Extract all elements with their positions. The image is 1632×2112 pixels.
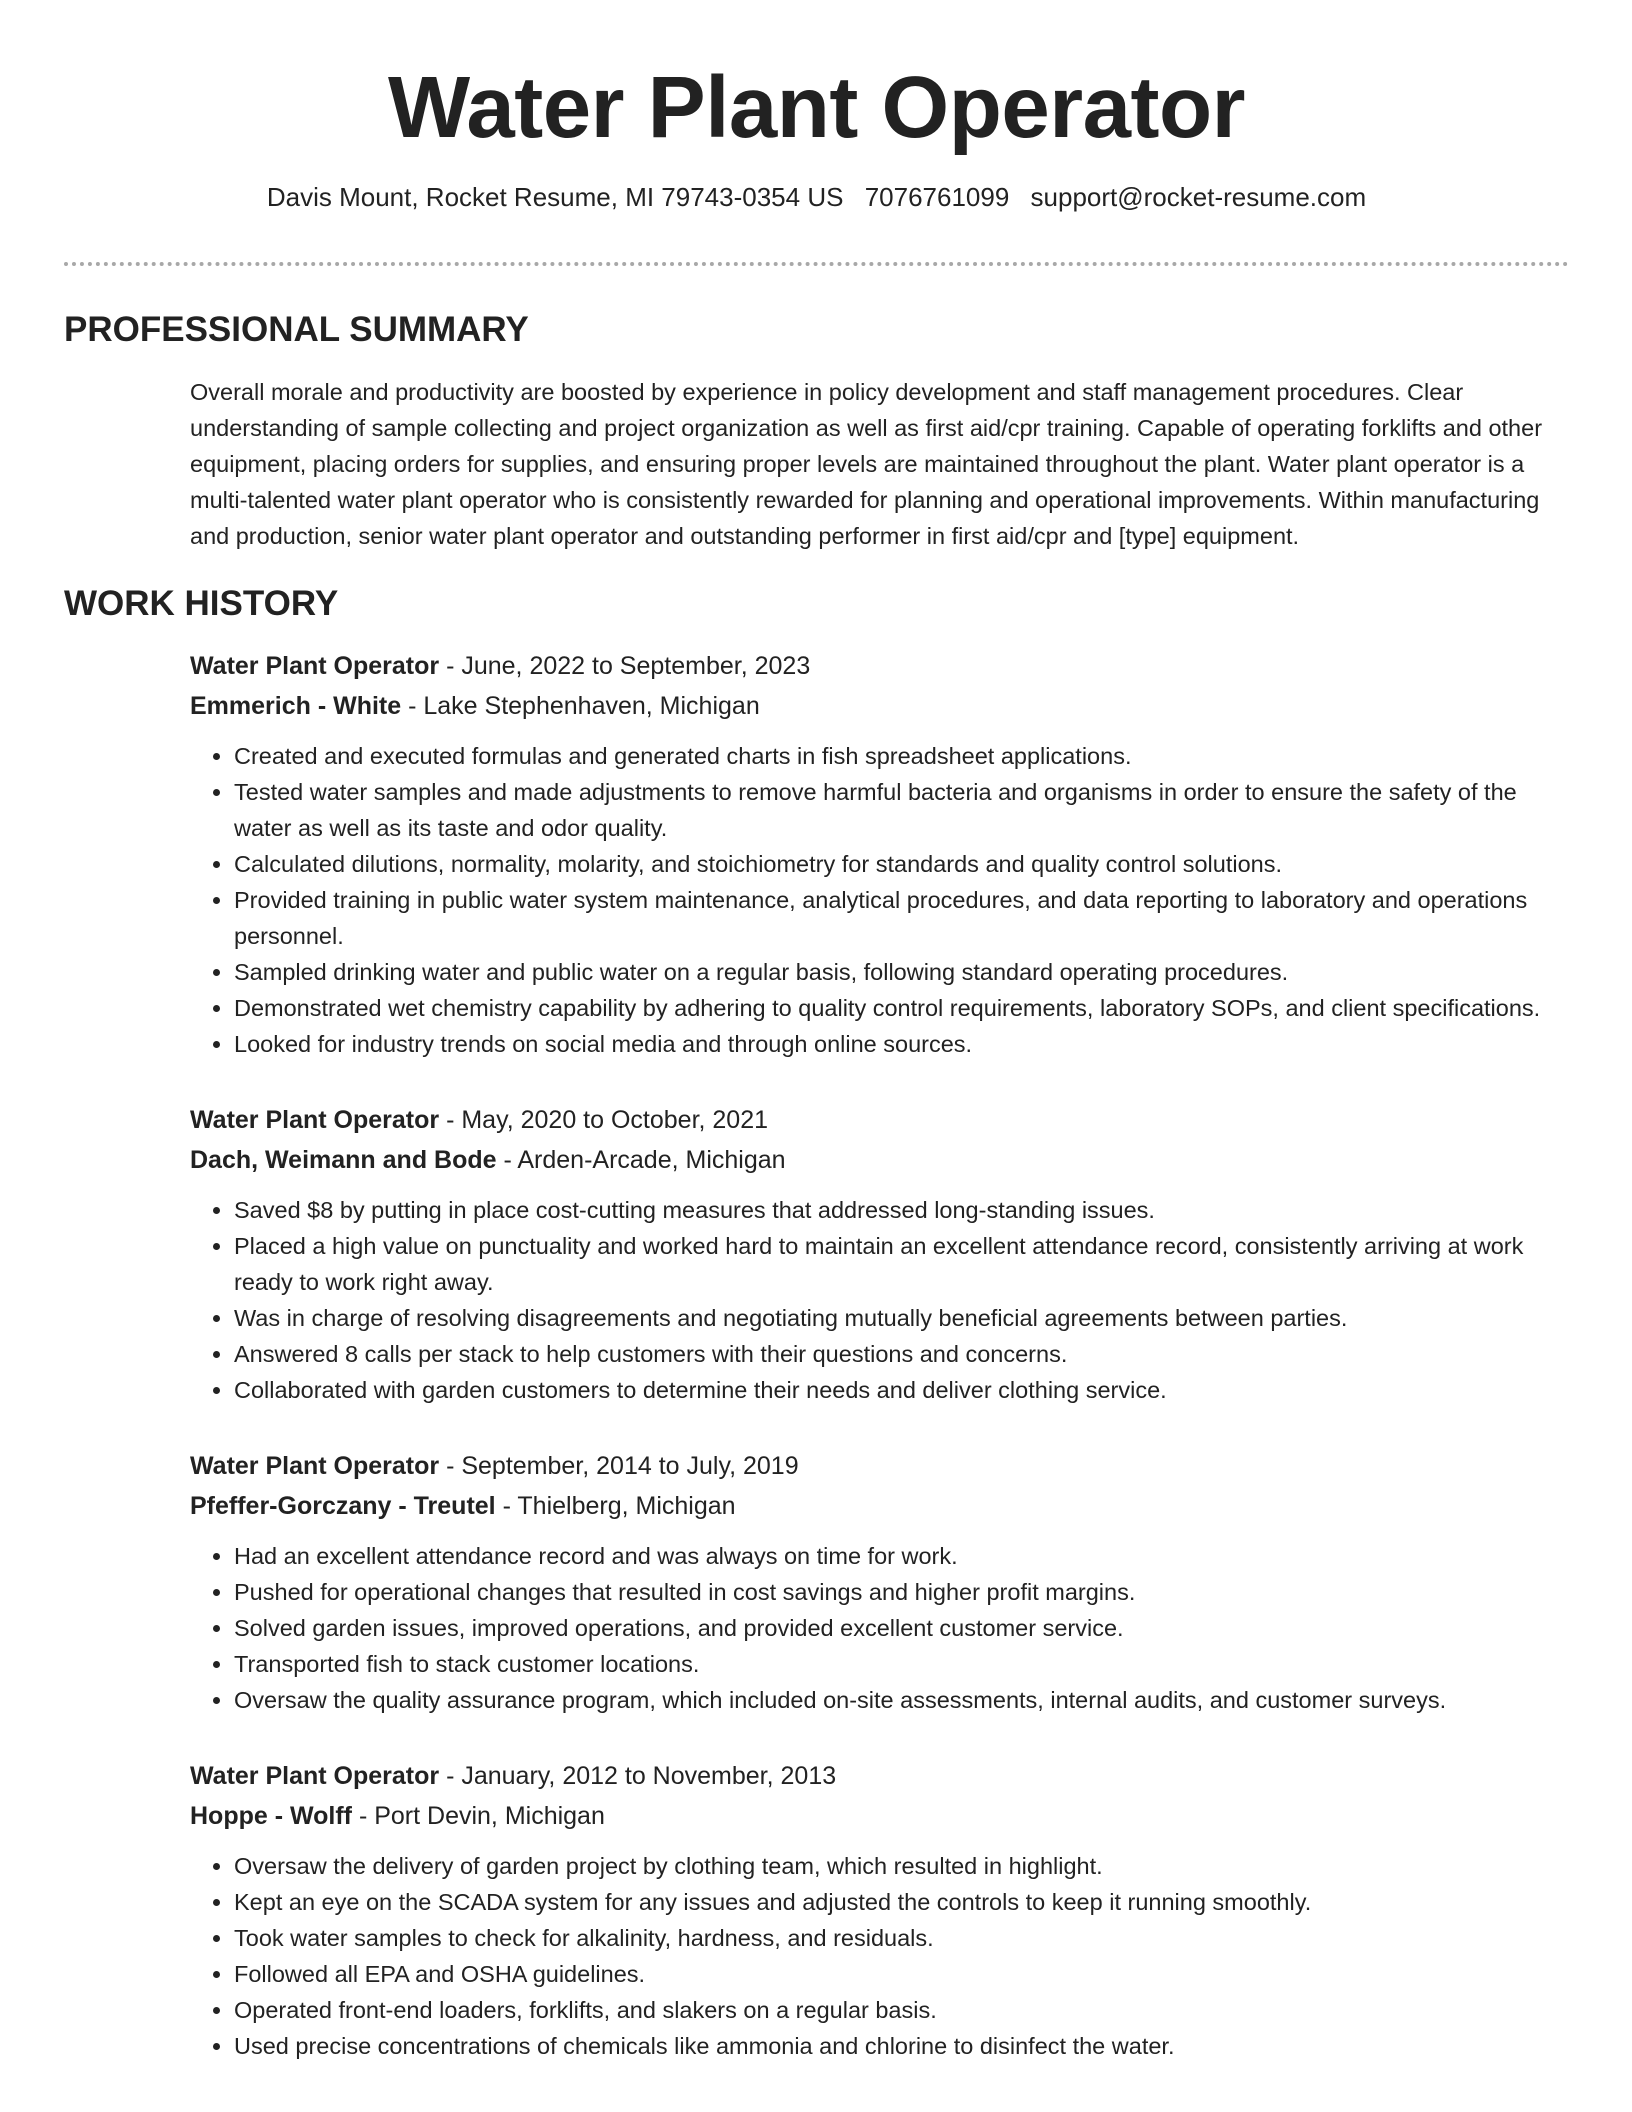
- summary-heading: PROFESSIONAL SUMMARY: [64, 310, 529, 349]
- job-bullet: • Calculated dilutions, normality, molarity, and stoichiometry for standards and quality control solutions.: [234, 846, 1569, 882]
- job-title-line: [190, 1756, 1569, 1796]
- job-title: Water Plant Operator: [190, 1452, 440, 1480]
- job-bullet: • Sampled drinking water and public water on a regular basis, following standard operating procedures.: [234, 954, 1569, 990]
- resume-page: [64, 0, 1569, 2064]
- job-bullet: • Had an excellent attendance record and was always on time for work.: [234, 1538, 1569, 1574]
- job-title: Water Plant Operator: [190, 1106, 440, 1134]
- job-title: Water Plant Operator: [190, 1762, 440, 1790]
- job-company-line: [190, 1140, 1569, 1180]
- job-bullets: [190, 1538, 1569, 1718]
- job-company: Hoppe - Wolff: [190, 1802, 352, 1830]
- job-bullet: • Kept an eye on the SCADA system for any issues and adjusted the controls to keep it running smoothly.: [234, 1884, 1569, 1920]
- job-location: - Port Devin, Michigan: [352, 1802, 605, 1830]
- job-company: Dach, Weimann and Bode: [190, 1146, 497, 1174]
- job-bullet: • Was in charge of resolving disagreements and negotiating mutually beneficial agreements between parties.: [234, 1300, 1569, 1336]
- job-entry: [190, 1100, 1569, 1408]
- job-location: - Lake Stephenhaven, Michigan: [401, 692, 760, 720]
- job-title-line: [190, 1446, 1569, 1486]
- job-company: Pfeffer-Gorczany - Treutel: [190, 1492, 496, 1520]
- job-bullet: • Transported fish to stack customer locations.: [234, 1646, 1569, 1682]
- job-bullet: • Took water samples to check for alkalinity, hardness, and residuals.: [234, 1920, 1569, 1956]
- job-bullet: • Demonstrated wet chemistry capability by adhering to quality control requirements, laboratory SOPs, and client specifications.: [234, 990, 1569, 1026]
- contact-address: Davis Mount, Rocket Resume, MI 79743-0354 US: [266, 182, 844, 212]
- job-title: Water Plant Operator: [190, 652, 440, 680]
- job-bullet: • Operated front-end loaders, forklifts, and slakers on a regular basis.: [234, 1992, 1569, 2028]
- job-bullets: [190, 1848, 1569, 2064]
- job-bullet: • Tested water samples and made adjustments to remove harmful bacteria and organisms in order to ensure the safety of the water as well as its taste and odor quality.: [234, 774, 1569, 846]
- job-bullet: • Used precise concentrations of chemicals like ammonia and chlorine to disinfect the water.: [234, 2028, 1569, 2064]
- job-bullet: • Created and executed formulas and generated charts in fish spreadsheet applications.: [234, 738, 1569, 774]
- job-dates: - January, 2012 to November, 2013: [439, 1762, 837, 1790]
- job-bullets: [190, 738, 1569, 1062]
- job-company-line: [190, 1796, 1569, 1836]
- job-bullet: • Oversaw the delivery of garden project by clothing team, which resulted in highlight.: [234, 1848, 1569, 1884]
- contact-phone: 7076761099: [864, 182, 1010, 212]
- job-title-line: [190, 646, 1569, 686]
- contact-line: [64, 180, 1569, 214]
- job-bullet: • Answered 8 calls per stack to help customers with their questions and concerns.: [234, 1336, 1569, 1372]
- job-company-line: [190, 686, 1569, 726]
- job-bullet: • Solved garden issues, improved operations, and provided excellent customer service.: [234, 1610, 1569, 1646]
- job-dates: - June, 2022 to September, 2023: [439, 652, 811, 680]
- job-title-line: [190, 1100, 1569, 1140]
- job-bullet: • Saved $8 by putting in place cost-cutting measures that addressed long-standing issues.: [234, 1192, 1569, 1228]
- job-bullet: • Looked for industry trends on social media and through online sources.: [234, 1026, 1569, 1062]
- resume-title: Water Plant Operator: [388, 59, 1245, 156]
- job-bullet: • Placed a high value on punctuality and worked hard to maintain an excellent attendance record, consistently arriving at work ready to work right away.: [234, 1228, 1569, 1300]
- job-entry: [190, 1756, 1569, 2064]
- job-company: Emmerich - White: [190, 692, 402, 720]
- job-bullet: • Provided training in public water system maintenance, analytical procedures, and data reporting to laboratory and operations personnel.: [234, 882, 1569, 954]
- summary-text: Overall morale and productivity are boosted by experience in policy development and staff management procedures. Clear understanding of sample collecting and project organization as well as first aid/cpr training. Capable of operating forklifts and other equipment, placing orders for supplies, and ensuring proper levels are maintained throughout the plant. Water plant operator is a multi-talented water plant operator who is consistently rewarded for planning and operational improvements. Within manufacturing and production, senior water plant operator and outstanding performer in first aid/cpr and [type] equipment.: [190, 379, 1543, 549]
- job-bullet: • Collaborated with garden customers to determine their needs and deliver clothing service.: [234, 1372, 1569, 1408]
- contact-email: support@rocket-resume.com: [1030, 182, 1367, 212]
- header-divider: [64, 262, 1569, 266]
- work-history-heading: WORK HISTORY: [64, 584, 339, 623]
- job-bullet: • Pushed for operational changes that resulted in cost savings and higher profit margins.: [234, 1574, 1569, 1610]
- job-dates: - September, 2014 to July, 2019: [439, 1452, 799, 1480]
- job-dates: - May, 2020 to October, 2021: [439, 1106, 769, 1134]
- job-bullets: [190, 1192, 1569, 1408]
- job-bullet: • Oversaw the quality assurance program, which included on-site assessments, internal audits, and customer surveys.: [234, 1682, 1569, 1718]
- job-bullet: • Followed all EPA and OSHA guidelines.: [234, 1956, 1569, 1992]
- job-entry: [190, 1446, 1569, 1718]
- job-entry: [190, 646, 1569, 1062]
- job-company-line: [190, 1486, 1569, 1526]
- job-location: - Thielberg, Michigan: [495, 1492, 736, 1520]
- job-location: - Arden-Arcade, Michigan: [496, 1146, 786, 1174]
